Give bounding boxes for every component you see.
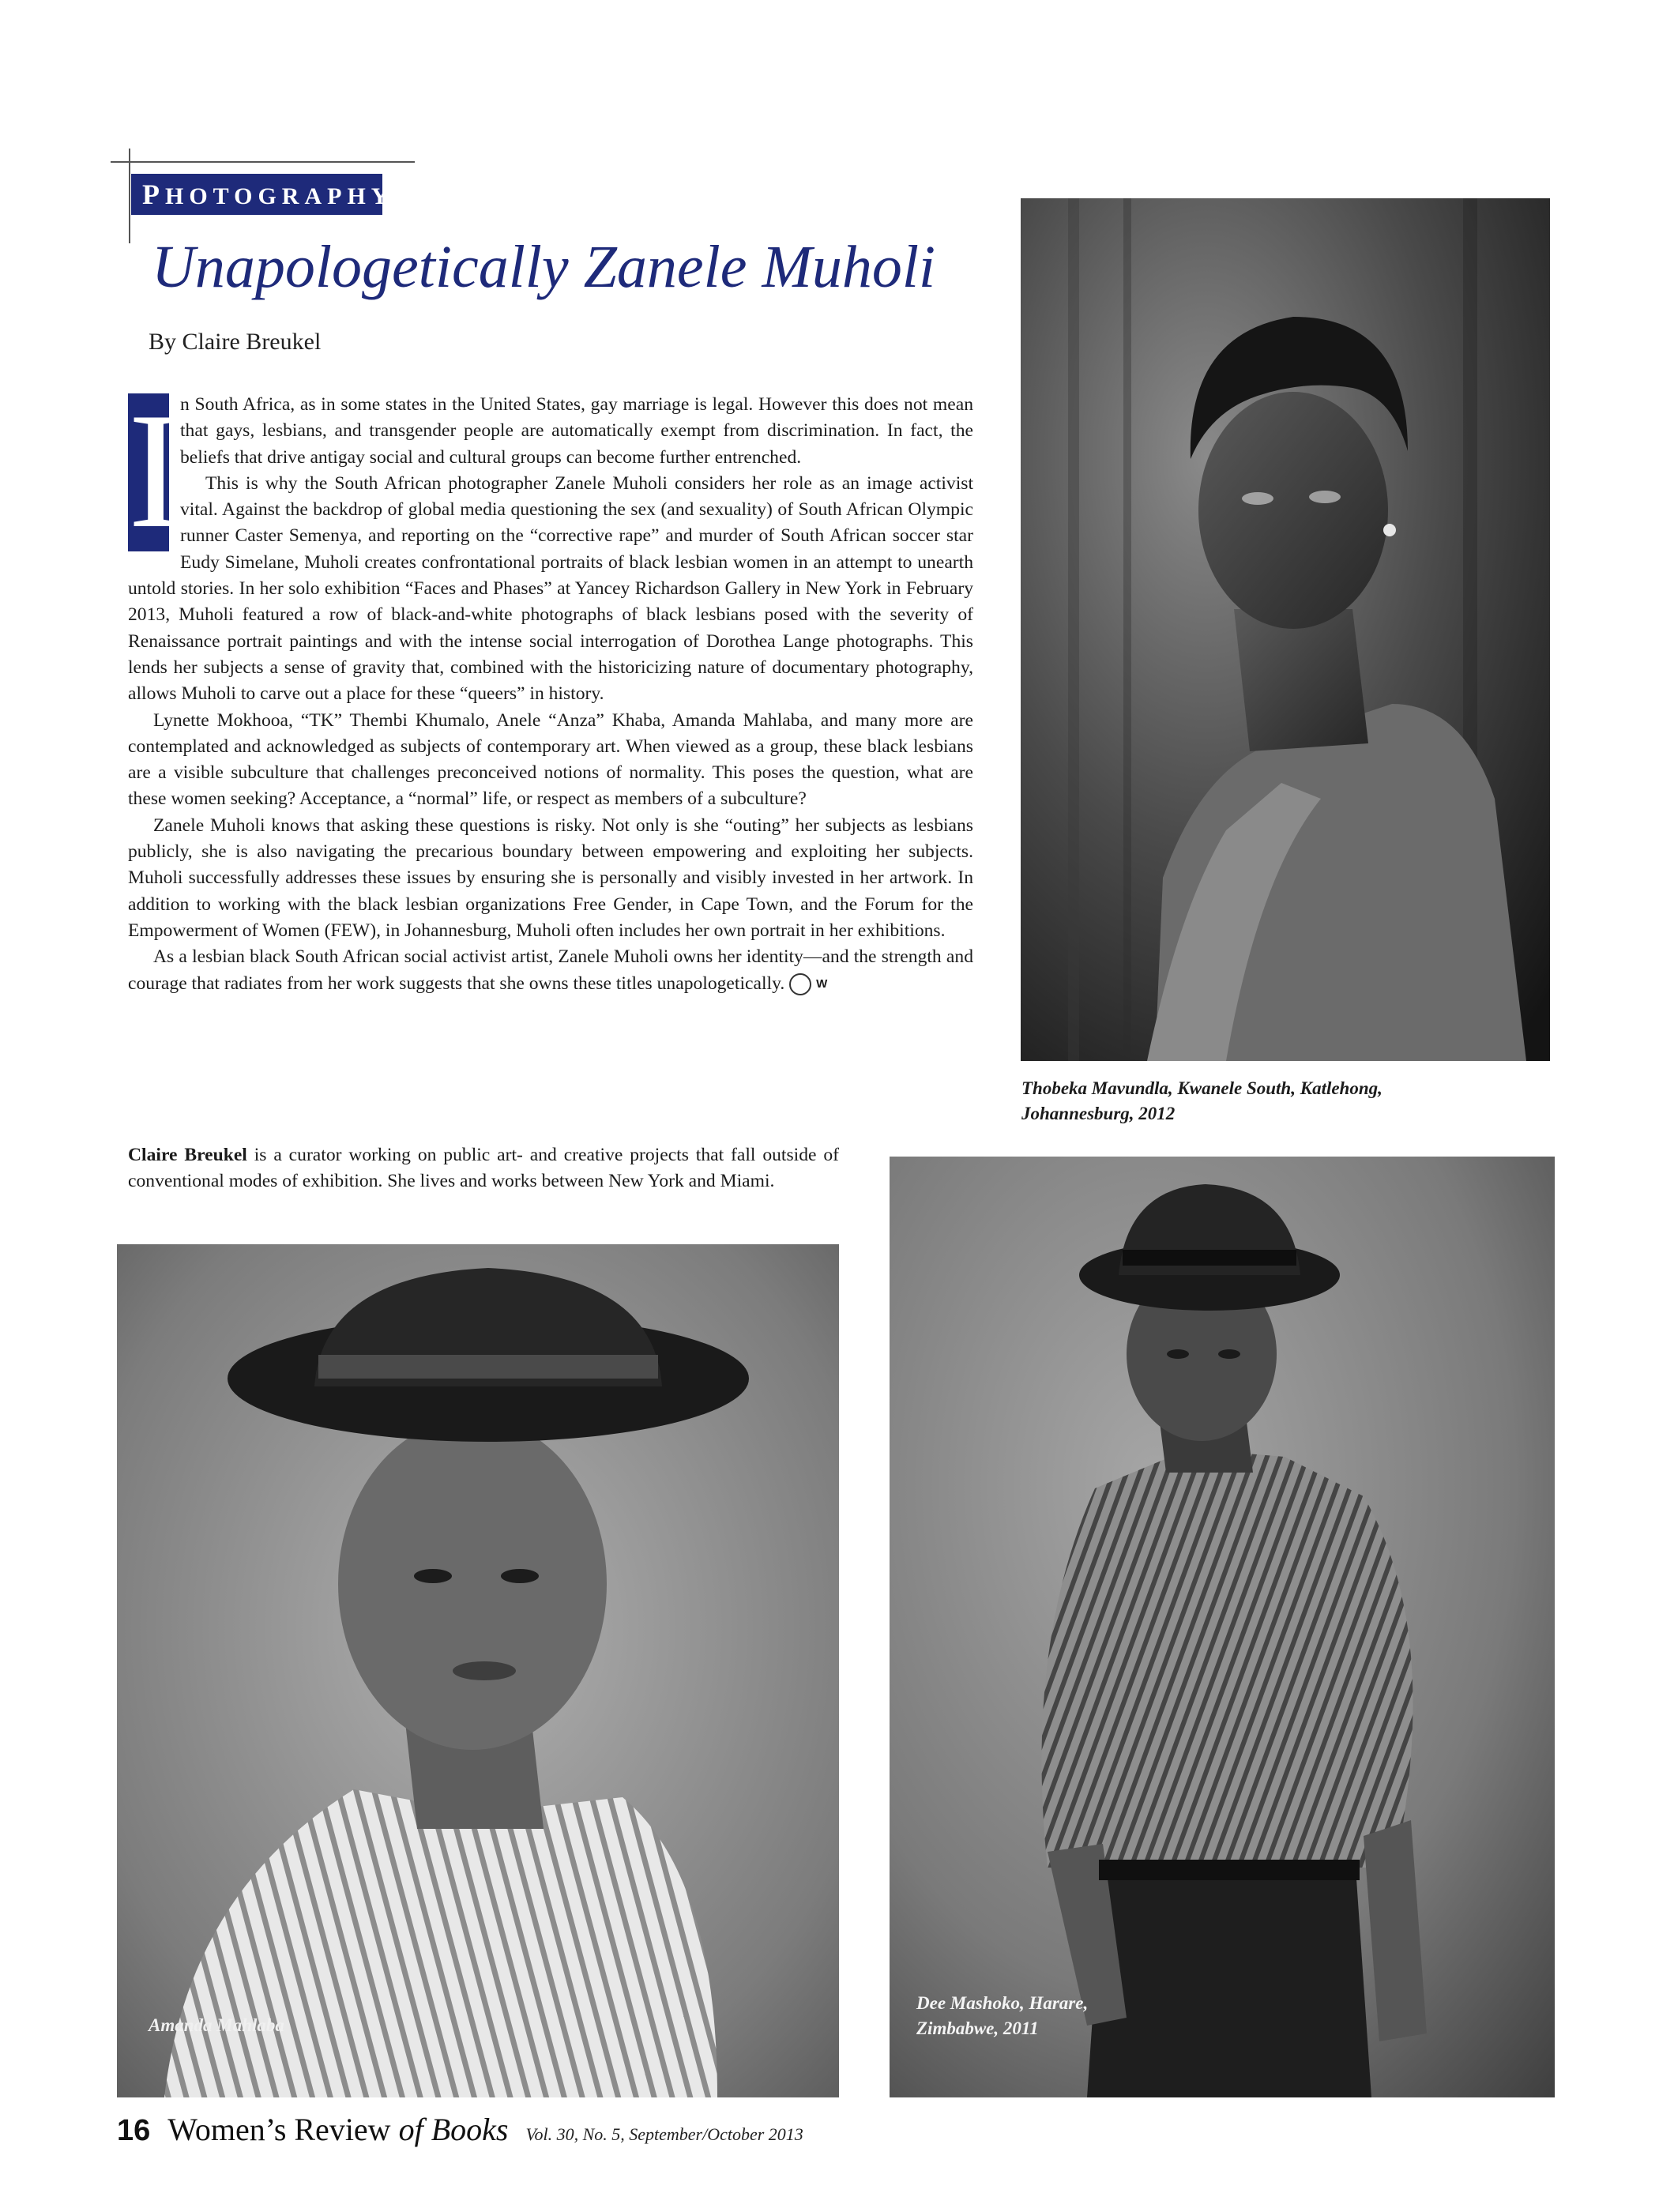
crop-mark-vertical — [129, 149, 130, 243]
caption-line: Dee Mashoko, Harare, — [916, 1993, 1089, 2013]
drop-cap: I — [128, 379, 183, 562]
caption-line: Johannesburg, 2012 — [1021, 1104, 1176, 1123]
paragraph-text: n South Africa, as in some states in the United States, gay marriage is legal. However this does not mean that gays, lesbians, and transgender people are automatically exempt from discrimination. In fact, the beliefs that drive antigay social and cultural groups can become further entrenched. — [180, 394, 973, 468]
article-title: Unapologetically Zanele Muholi — [152, 234, 936, 300]
photo-caption — [1021, 1076, 1543, 1127]
article-paragraph: Lynette Mokhooa, “TK” Thembi Khumalo, Anele “Anza” Khaba, Amanda Mahlaba, and many more are contemplated and acknowledged as subjects of contemporary art. When viewed as a group, these black lesbians are a visible subculture that challenges preconceived notions of normality. This poses the question, what are these women seeking? Acceptance, a “normal” life, or respect as members of a subculture? — [128, 709, 973, 810]
author-name: Claire Breukel — [128, 1145, 247, 1165]
magazine-name-main: Women’s Review — [167, 2112, 399, 2147]
article-paragraph: This is why the South African photographer Zanele Muholi considers her role as an image activist vital. Against the backdrop of global media questioning the sex (and sexuality) of South African Olympic runner Caster Semenya, and reporting on the “corrective rape” and murder of South African soccer star Eudy Simelane, Muholi creates confrontational portraits of black lesbian women in an attempt to unearth untold stories. In her solo exhibition “Faces and Phases” at Yancey Richardson Gallery in New York in February 2013, Muholi featured a row of black-and-white photographs of black lesbians posed with the severity of Renaissance portrait paintings and with the intense social interrogation of Dorothea Lange photographs. This lends her subjects a sense of gravity that, combined with the historicizing nature of documentary photography, allows Muholi to carve out a place for these “queers” in history. — [128, 472, 973, 705]
page-number: 16 — [117, 2114, 151, 2147]
photo-caption — [916, 1991, 1153, 2041]
caption-line: Zimbabwe, 2011 — [916, 2018, 1039, 2038]
article-paragraph: Zanele Muholi knows that asking these questions is risky. Not only is she “outing” her subjects as lesbians publicly, she is also navigating the precarious boundary between empowering and exploiting her subjects. Muholi successfully addresses these issues by ensuring she is personally and visibly invested in her artwork. In addition to working with the black lesbian organizations Free Gender, in Cape Town, and the Forum for the Empowerment of Women (FEW), in Johannesburg, Muholi often includes her own portrait in her exhibitions. — [128, 814, 973, 941]
end-mark-icon: W — [789, 973, 811, 995]
page-footer — [117, 2111, 803, 2146]
paragraph-text: As a lesbian black South African social activist artist, Zanele Muholi owns her identity—and the strength and courage that radiates from her work suggests that she owns these titles unapologetically. — [128, 946, 973, 994]
magazine-name — [167, 2112, 508, 2147]
section-tag-initial: P — [142, 179, 165, 210]
article-paragraph — [128, 944, 973, 997]
portrait-image — [117, 1244, 839, 2097]
crop-mark-horizontal — [111, 161, 415, 163]
section-tag — [131, 174, 394, 215]
portrait-photo-thobeka — [1021, 198, 1550, 1061]
portrait-photo-amanda — [117, 1244, 839, 2097]
portrait-image — [890, 1157, 1555, 2097]
section-tag-rest: HOTOGRAPHY — [165, 183, 394, 209]
issue-info: Vol. 30, No. 5, September/October 2013 — [525, 2124, 803, 2144]
portrait-image — [1021, 198, 1550, 1061]
article-paragraph — [128, 379, 973, 562]
photo-caption: Amanda Mahlaba — [149, 2015, 284, 2035]
author-bio-text: is a curator working on public art- and creative projects that fall outside of conventional modes of exhibition. She lives and works between New York and Miami. — [128, 1145, 839, 1192]
author-bio — [128, 1142, 839, 1195]
article-byline: By Claire Breukel — [149, 329, 322, 355]
article-body — [128, 379, 973, 997]
portrait-photo-dee — [890, 1157, 1555, 2097]
magazine-name-italic: of Books — [398, 2112, 509, 2147]
caption-line: Thobeka Mavundla, Kwanele South, Katlehong, — [1021, 1078, 1382, 1098]
